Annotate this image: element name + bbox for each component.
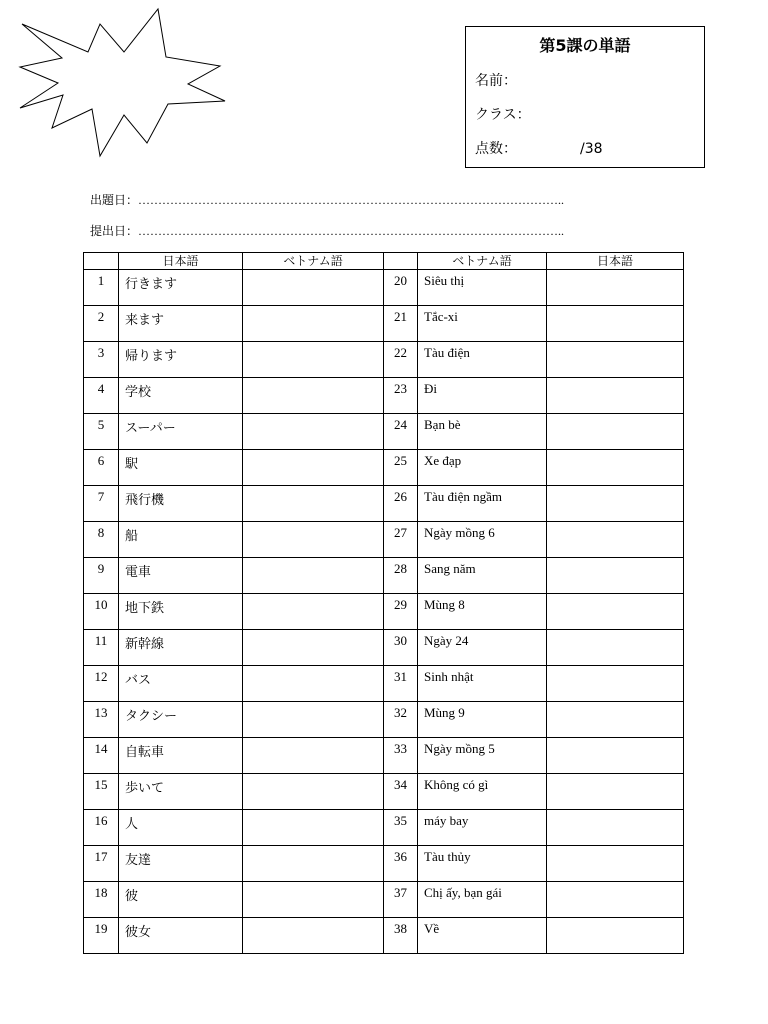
item-number: 36	[384, 846, 418, 882]
vietnamese-word: Về	[418, 918, 547, 954]
item-number: 11	[84, 630, 119, 666]
submit-date-label: 提出日：	[90, 224, 139, 238]
submit-date-field: 提出日：……………………………………………………………………………………………..	[90, 224, 565, 238]
table-row	[84, 450, 684, 486]
vietnamese-answer-cell[interactable]	[243, 666, 384, 702]
item-number: 32	[384, 702, 418, 738]
item-number: 6	[84, 450, 119, 486]
item-number: 22	[384, 342, 418, 378]
vietnamese-word: Bạn bè	[418, 414, 547, 450]
japanese-answer-cell[interactable]	[547, 342, 684, 378]
japanese-answer-cell[interactable]	[547, 522, 684, 558]
vietnamese-word: Tắc-xi	[418, 306, 547, 342]
item-number: 8	[84, 522, 119, 558]
vietnamese-answer-cell[interactable]	[243, 378, 384, 414]
japanese-word: バス	[119, 666, 243, 702]
table-row	[84, 378, 684, 414]
item-number: 28	[384, 558, 418, 594]
table-header-row	[84, 253, 684, 270]
japanese-word: 自転車	[119, 738, 243, 774]
vietnamese-answer-cell[interactable]	[243, 450, 384, 486]
table-row	[84, 414, 684, 450]
table-row	[84, 558, 684, 594]
japanese-answer-cell[interactable]	[547, 882, 684, 918]
item-number: 31	[384, 666, 418, 702]
japanese-answer-cell[interactable]	[547, 486, 684, 522]
item-number: 9	[84, 558, 119, 594]
vietnamese-answer-cell[interactable]	[243, 594, 384, 630]
vietnamese-word: Sinh nhật	[418, 666, 547, 702]
item-number: 38	[384, 918, 418, 954]
lesson-title: 第5課の単語	[539, 36, 631, 55]
vietnamese-answer-cell[interactable]	[243, 810, 384, 846]
item-number: 2	[84, 306, 119, 342]
table-row	[84, 810, 684, 846]
item-number: 29	[384, 594, 418, 630]
item-number: 12	[84, 666, 119, 702]
japanese-word: 帰ります	[119, 342, 243, 378]
japanese-answer-cell[interactable]	[547, 774, 684, 810]
vietnamese-word: Ngày mồng 5	[418, 738, 547, 774]
item-number: 5	[84, 414, 119, 450]
item-number: 13	[84, 702, 119, 738]
class-line: クラス：	[475, 107, 531, 123]
table-row	[84, 702, 684, 738]
table-row	[84, 342, 684, 378]
japanese-answer-cell[interactable]	[547, 414, 684, 450]
vietnamese-word: Xe đạp	[418, 450, 547, 486]
table-row	[84, 882, 684, 918]
score-info-box	[465, 26, 705, 168]
vietnamese-answer-cell[interactable]	[243, 342, 384, 378]
col-header-number-right	[384, 253, 418, 270]
vietnamese-word: Mùng 8	[418, 594, 547, 630]
japanese-answer-cell[interactable]	[547, 846, 684, 882]
table-row	[84, 486, 684, 522]
japanese-word: 船	[119, 522, 243, 558]
japanese-answer-cell[interactable]	[547, 378, 684, 414]
item-number: 23	[384, 378, 418, 414]
vietnamese-word: Ngày 24	[418, 630, 547, 666]
vietnamese-answer-cell[interactable]	[243, 486, 384, 522]
item-number: 15	[84, 774, 119, 810]
japanese-word: タクシー	[119, 702, 243, 738]
japanese-answer-cell[interactable]	[547, 558, 684, 594]
japanese-word: 彼	[119, 882, 243, 918]
japanese-word: 地下鉄	[119, 594, 243, 630]
item-number: 21	[384, 306, 418, 342]
table-row	[84, 738, 684, 774]
table-row	[84, 666, 684, 702]
vietnamese-word: Đi	[418, 378, 547, 414]
vietnamese-answer-cell[interactable]	[243, 306, 384, 342]
japanese-answer-cell[interactable]	[547, 630, 684, 666]
japanese-word: 来ます	[119, 306, 243, 342]
vietnamese-word: Không có gì	[418, 774, 547, 810]
item-number: 19	[84, 918, 119, 954]
vietnamese-answer-cell[interactable]	[243, 630, 384, 666]
japanese-word: 飛行機	[119, 486, 243, 522]
item-number: 3	[84, 342, 119, 378]
vietnamese-answer-cell[interactable]	[243, 738, 384, 774]
item-number: 20	[384, 270, 418, 306]
japanese-word: 学校	[119, 378, 243, 414]
item-number: 30	[384, 630, 418, 666]
col-header-japanese-right: 日本語	[547, 253, 684, 270]
item-number: 26	[384, 486, 418, 522]
item-number: 34	[384, 774, 418, 810]
vietnamese-word: Sang năm	[418, 558, 547, 594]
vietnamese-word: Tàu thủy	[418, 846, 547, 882]
japanese-answer-cell[interactable]	[547, 810, 684, 846]
item-number: 4	[84, 378, 119, 414]
table-row	[84, 306, 684, 342]
item-number: 35	[384, 810, 418, 846]
japanese-word: 人	[119, 810, 243, 846]
table-row	[84, 774, 684, 810]
issue-date-field: 出題日：……………………………………………………………………………………………..	[90, 193, 565, 207]
japanese-answer-cell[interactable]	[547, 270, 684, 306]
vietnamese-answer-cell[interactable]	[243, 522, 384, 558]
japanese-answer-cell[interactable]	[547, 306, 684, 342]
item-number: 27	[384, 522, 418, 558]
item-number: 17	[84, 846, 119, 882]
item-number: 37	[384, 882, 418, 918]
japanese-answer-cell[interactable]	[547, 594, 684, 630]
japanese-answer-cell[interactable]	[547, 666, 684, 702]
vietnamese-word: Tàu điện ngầm	[418, 486, 547, 522]
item-number: 18	[84, 882, 119, 918]
vocabulary-table	[83, 252, 684, 954]
japanese-answer-cell[interactable]	[547, 450, 684, 486]
col-header-japanese: 日本語	[119, 253, 243, 270]
item-number: 33	[384, 738, 418, 774]
score-line: 点数： /38	[475, 141, 603, 157]
vietnamese-answer-cell[interactable]	[243, 918, 384, 954]
issue-date-label: 出題日：	[90, 193, 139, 207]
vietnamese-answer-cell[interactable]	[243, 774, 384, 810]
table-row	[84, 918, 684, 954]
item-number: 1	[84, 270, 119, 306]
col-header-vietnamese: ベトナム語	[243, 253, 384, 270]
table-row	[84, 630, 684, 666]
table-row	[84, 270, 684, 306]
starburst-shape	[0, 0, 240, 170]
item-number: 7	[84, 486, 119, 522]
vietnamese-answer-cell[interactable]	[243, 558, 384, 594]
vietnamese-answer-cell[interactable]	[243, 702, 384, 738]
vietnamese-answer-cell[interactable]	[243, 882, 384, 918]
item-number: 25	[384, 450, 418, 486]
item-number: 14	[84, 738, 119, 774]
japanese-answer-cell[interactable]	[547, 738, 684, 774]
item-number: 16	[84, 810, 119, 846]
vietnamese-word: Mùng 9	[418, 702, 547, 738]
japanese-answer-cell[interactable]	[547, 702, 684, 738]
item-number: 10	[84, 594, 119, 630]
vietnamese-word: Chị ấy, bạn gái	[418, 882, 547, 918]
japanese-word: 歩いて	[119, 774, 243, 810]
table-row	[84, 522, 684, 558]
japanese-word: 電車	[119, 558, 243, 594]
vietnamese-word: Ngày mồng 6	[418, 522, 547, 558]
item-number: 24	[384, 414, 418, 450]
vietnamese-answer-cell[interactable]	[243, 270, 384, 306]
vietnamese-word: máy bay	[418, 810, 547, 846]
vietnamese-word: Tàu điện	[418, 342, 547, 378]
col-header-vietnamese-right: ベトナム語	[418, 253, 547, 270]
table-row	[84, 594, 684, 630]
col-header-number-left	[84, 253, 119, 270]
japanese-word: 新幹線	[119, 630, 243, 666]
vietnamese-word: Siêu thị	[418, 270, 547, 306]
table-row	[84, 846, 684, 882]
japanese-word: スーパー	[119, 414, 243, 450]
vietnamese-answer-cell[interactable]	[243, 414, 384, 450]
japanese-word: 行きます	[119, 270, 243, 306]
japanese-word: 駅	[119, 450, 243, 486]
vietnamese-answer-cell[interactable]	[243, 846, 384, 882]
japanese-word: 友達	[119, 846, 243, 882]
japanese-answer-cell[interactable]	[547, 918, 684, 954]
japanese-word: 彼女	[119, 918, 243, 954]
name-line: 名前：	[475, 73, 517, 89]
